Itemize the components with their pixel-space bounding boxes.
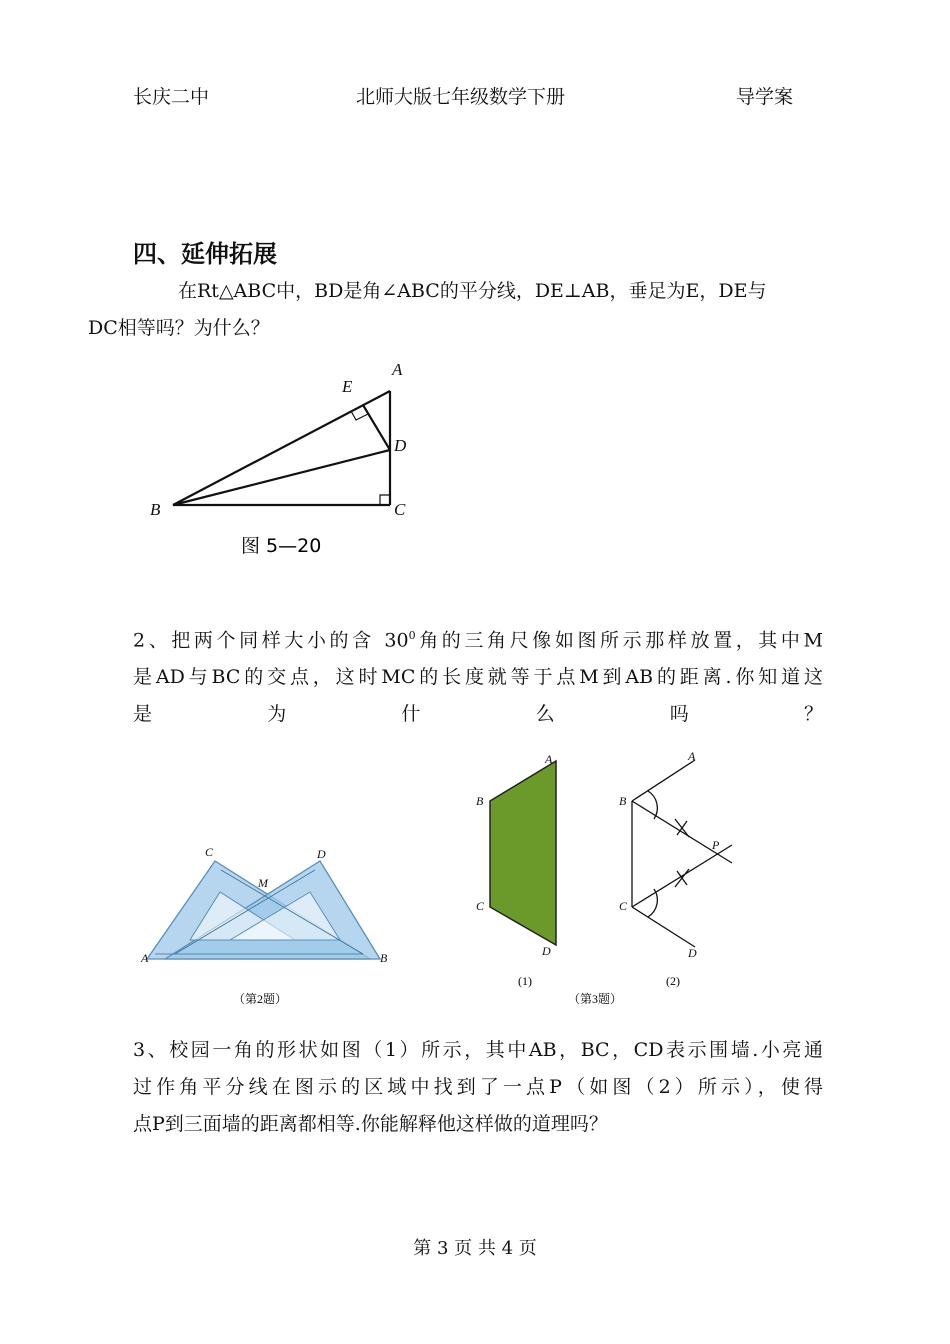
problem2-line2: 是AD与BC的交点，这时MC的长度就等于点M到AB的距离.你知道这 xyxy=(133,666,823,689)
fig1-label-b: B xyxy=(476,794,484,808)
section-title: 四、延伸拓展 xyxy=(133,240,277,268)
problem3-text xyxy=(133,1032,823,1143)
problem3-caption: （第3题） xyxy=(568,992,623,1006)
fig2-arc-mark-b xyxy=(675,819,689,837)
page-footer: 第 3 页 共 4 页 xyxy=(413,1238,537,1259)
fig2-label-d: D xyxy=(688,946,697,960)
problem3-line3: 点P到三面墙的距离都相等.你能解释他这样做的道理吗？ xyxy=(133,1113,608,1135)
problem2-line1: 2、把两个同样大小的含 $30^0$角的三角尺像如图所示那样放置，其中M xyxy=(133,629,823,652)
problem1-line1: 在Rt△ABC中，BD是角∠ABC的平分线，DE⊥AB，垂足为E，DE与 xyxy=(178,280,767,302)
fig2-label-p: P xyxy=(712,838,720,852)
figure-5-20 xyxy=(140,355,440,565)
figure-2-label: (2) xyxy=(666,974,680,988)
fig2-label-a: A xyxy=(688,749,696,763)
fig2-wall-ab xyxy=(632,760,695,801)
label-a: A xyxy=(392,360,403,379)
campus-corner-grass xyxy=(490,761,556,945)
fig2-arc-b xyxy=(648,791,657,819)
header-book-title: 北师大版七年级数学下册 xyxy=(356,86,566,108)
label-d: D xyxy=(317,847,326,861)
problem2-line3: 是 为 什 么 吗 ？ xyxy=(133,703,823,726)
figure-caption: 图 5—20 xyxy=(241,535,322,557)
problem1-line2: DC相等吗？为什么？ xyxy=(88,317,270,339)
header-school: 长庆二中 xyxy=(133,86,210,108)
fig2-label-c: C xyxy=(619,899,628,913)
right-angle-mark-c xyxy=(380,495,390,505)
header-doc-type: 导学案 xyxy=(736,86,794,108)
problem2-text xyxy=(133,617,823,733)
segment-de xyxy=(363,405,390,450)
label-c: C xyxy=(394,500,406,519)
fig2-bisector-c xyxy=(632,845,732,907)
problem3-figures xyxy=(470,745,750,1015)
segment-bd xyxy=(173,450,390,505)
problem3-line1: 3、校园一角的形状如图（1）所示，其中AB，BC，CD表示围墙.小亮通 xyxy=(133,1039,823,1061)
set-squares-figure xyxy=(135,840,400,1015)
fig2-label-b: B xyxy=(619,794,627,808)
fig1-label-d: D xyxy=(542,944,551,958)
label-a: A xyxy=(141,951,149,965)
fig2-arc-mark-c xyxy=(675,869,689,887)
figure-1-label: (1) xyxy=(518,974,532,988)
problem1-text xyxy=(88,273,823,347)
fig2-arc-c xyxy=(648,889,657,917)
fig1-label-a: A xyxy=(545,752,553,766)
segment-ba xyxy=(173,391,390,505)
label-m: M xyxy=(258,876,268,890)
label-b: B xyxy=(380,951,388,965)
fig1-label-c: C xyxy=(476,899,485,913)
problem3-line2: 过作角平分线在图示的区域中找到了一点P（如图（2）所示），使得 xyxy=(133,1076,823,1098)
label-e: E xyxy=(342,377,353,396)
problem2-caption: （第2题） xyxy=(233,992,288,1006)
label-b: B xyxy=(150,500,161,519)
label-c: C xyxy=(205,845,214,859)
right-angle-mark-e xyxy=(351,411,368,420)
fig2-wall-cd xyxy=(632,907,695,947)
label-d: D xyxy=(394,436,407,455)
